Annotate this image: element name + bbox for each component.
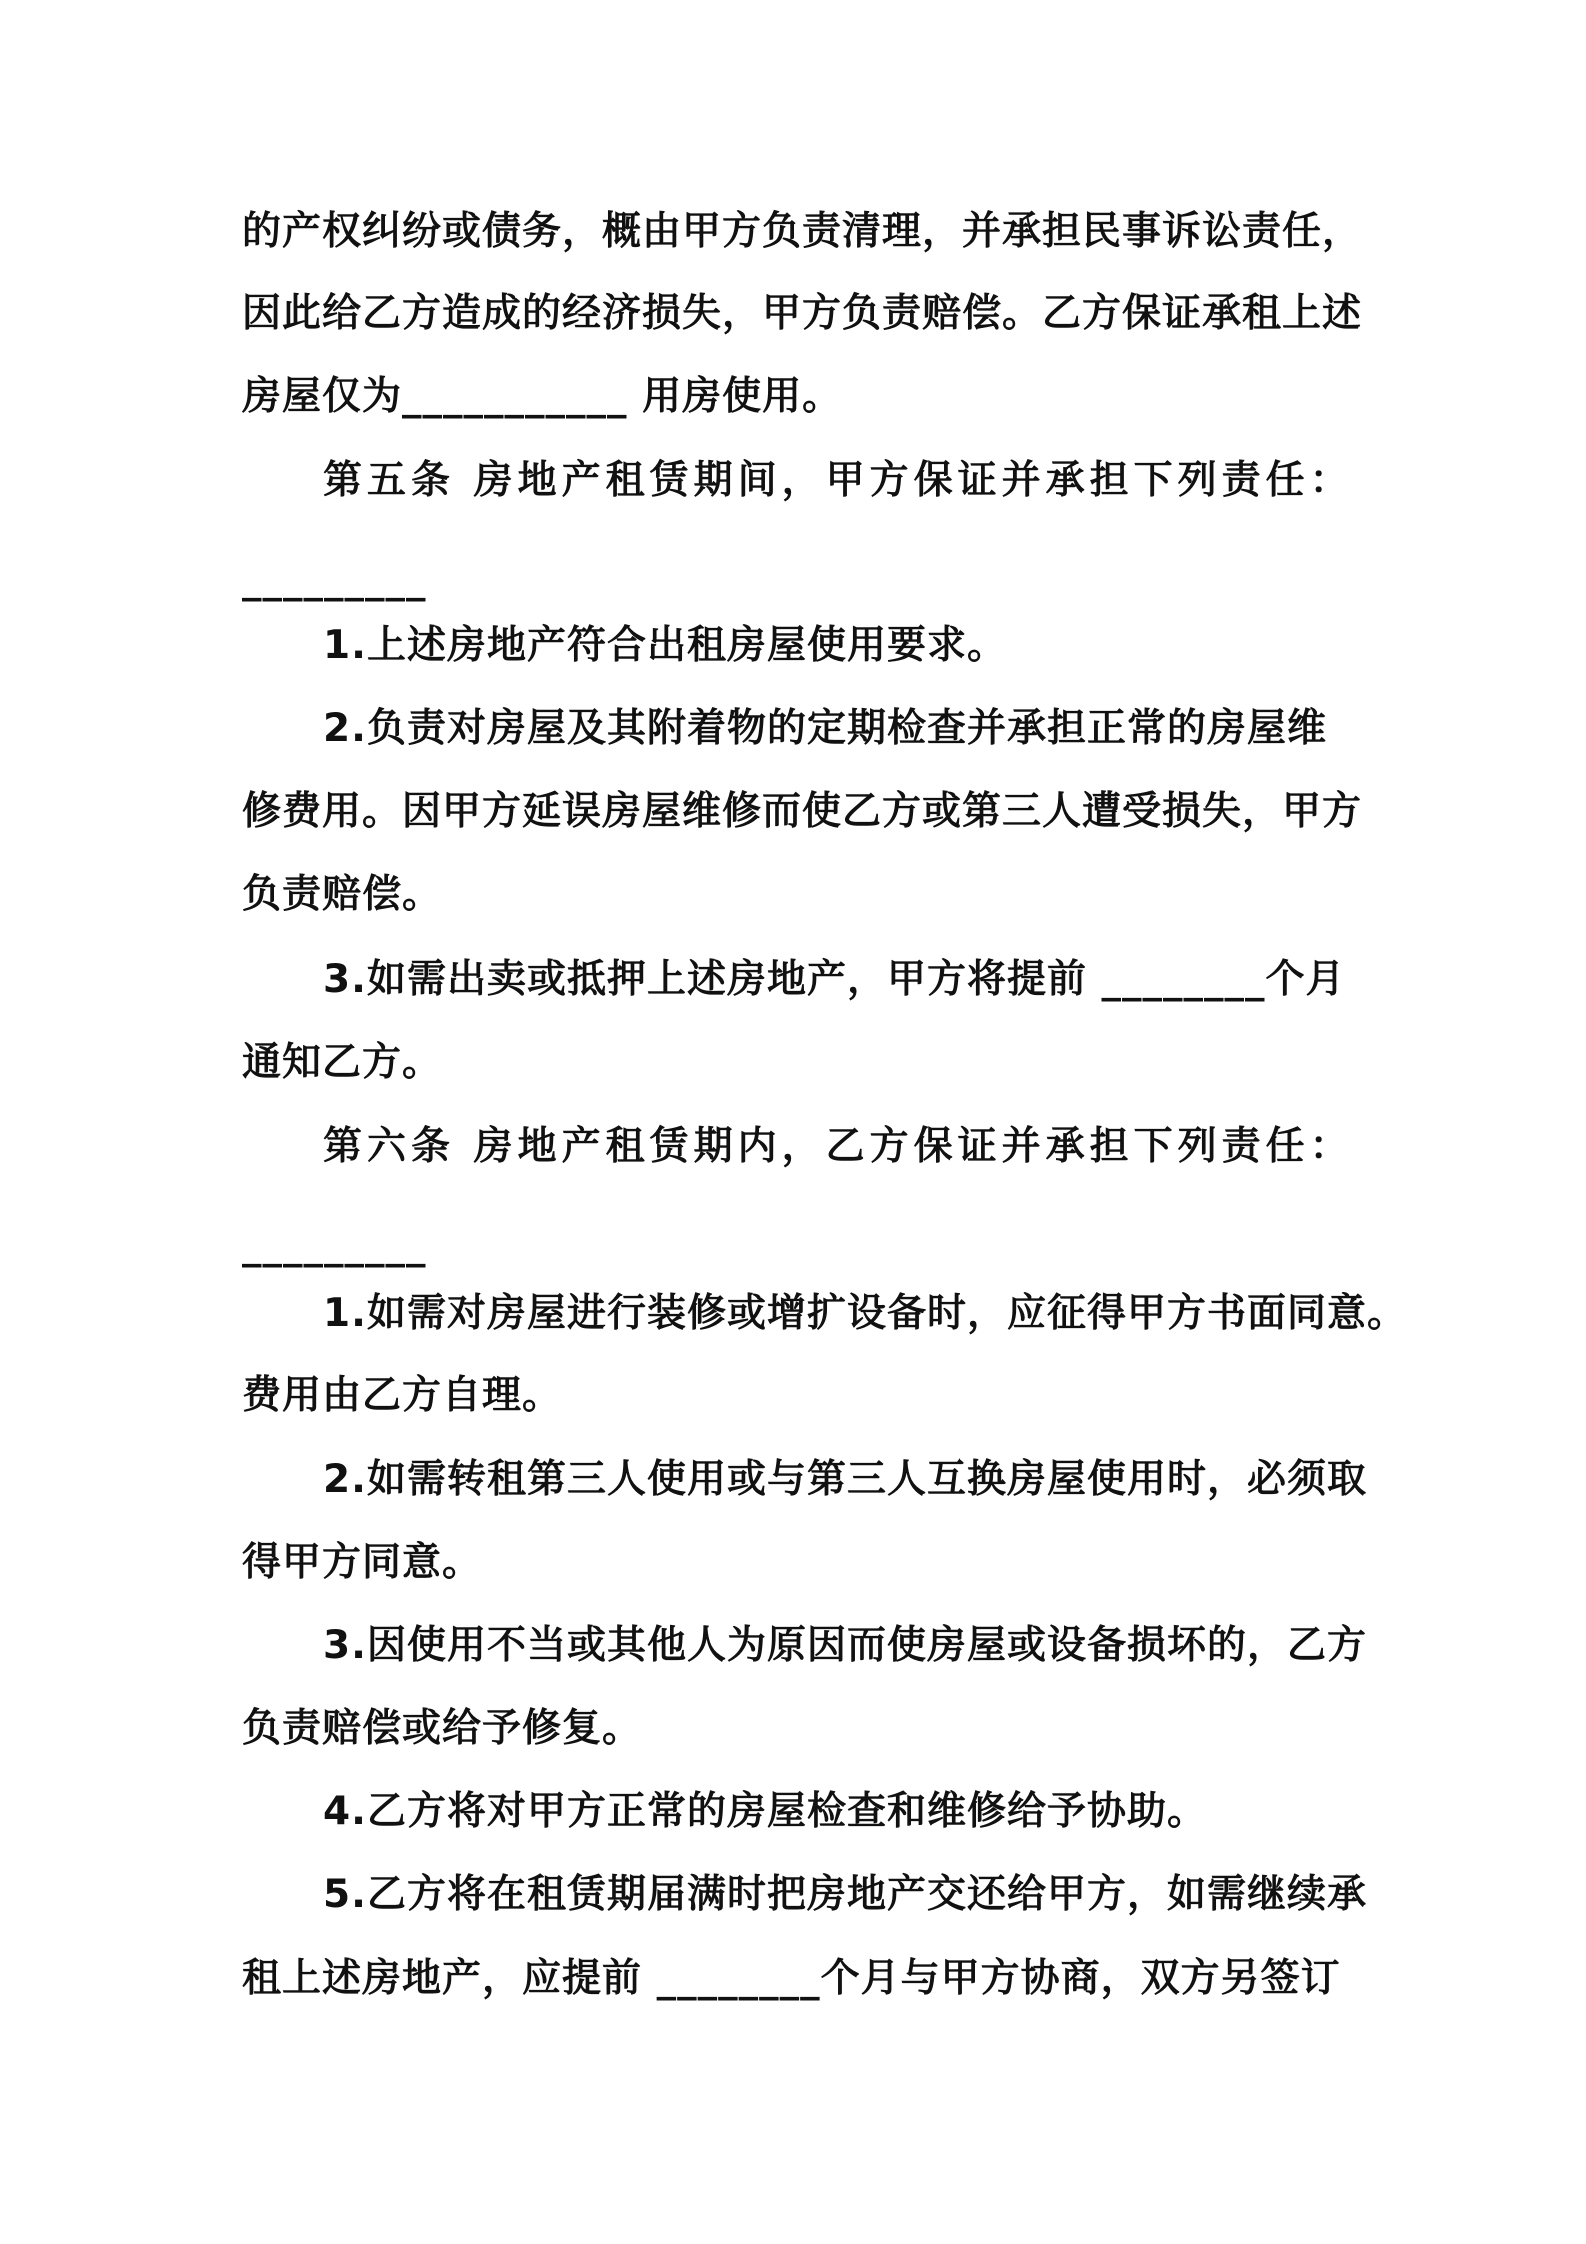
text-line: 1.如需对房屋进行装修或增扩设备时，应征得甲方书面同意。	[323, 1291, 1407, 1336]
text-line: 得甲方同意。	[242, 1540, 483, 1585]
article-5-heading: 第五条 房地产租赁期间，甲方保证并承担下列责任：	[323, 458, 1354, 503]
text-line: 因此给乙方造成的经济损失，甲方负责赔偿。乙方保证承租上述	[242, 291, 1363, 336]
text-line: 通知乙方。	[242, 1040, 443, 1085]
article-6-heading: 第六条 房地产租赁期内，乙方保证并承担下列责任：	[323, 1124, 1354, 1169]
text-line: 3.如需出卖或抵押上述房地产，甲方将提前 ________个月	[323, 957, 1346, 1002]
text-line: 租上述房地产，应提前 ________个月与甲方协商，双方另签订	[242, 1956, 1341, 2001]
text-line: 2.如需转租第三人使用或与第三人互换房屋使用时，必须取	[323, 1457, 1367, 1502]
text-line: 5.乙方将在租赁期届满时把房地产交还给甲方，如需继续承	[323, 1872, 1367, 1917]
text-line: 3.因使用不当或其他人为原因而使房屋或设备损坏的，乙方	[323, 1623, 1367, 1668]
text-line: 修费用。因甲方延误房屋维修而使乙方或第三人遭受损失，甲方	[242, 789, 1363, 834]
text-line: 负责赔偿。	[242, 872, 443, 917]
blank-line: _________	[242, 557, 427, 602]
text-line: 房屋仅为___________ 用房使用。	[242, 374, 843, 419]
text-line: 2.负责对房屋及其附着物的定期检查并承担正常的房屋维	[323, 706, 1327, 751]
text-line: 1.上述房地产符合出租房屋使用要求。	[323, 623, 1007, 668]
text-line: 费用由乙方自理。	[242, 1373, 563, 1418]
blank-line: _________	[242, 1223, 427, 1268]
text-line: 的产权纠纷或债务，概由甲方负责清理，并承担民事诉讼责任，	[242, 209, 1363, 254]
text-line: 负责赔偿或给予修复。	[242, 1706, 643, 1751]
text-line: 4.乙方将对甲方正常的房屋检查和维修给予协助。	[323, 1789, 1207, 1834]
